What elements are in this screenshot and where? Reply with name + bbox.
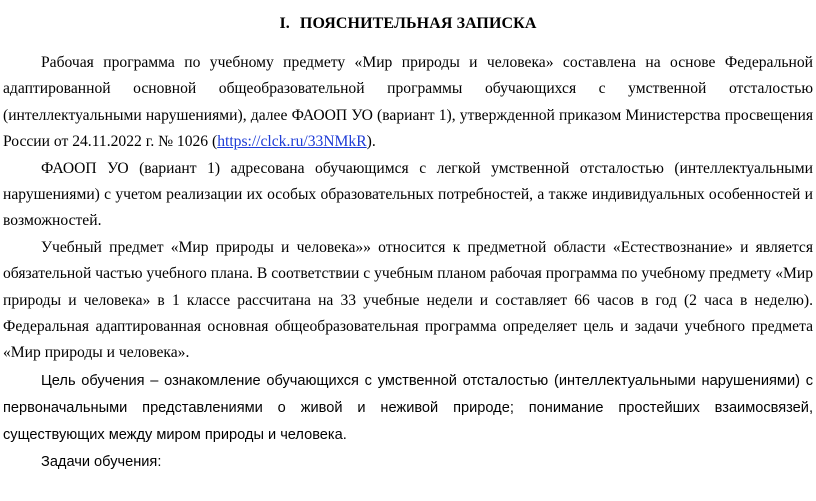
document-body: [3, 50, 813, 476]
paragraph-subject-hours: Учебный предмет «Мир природы и человека»» относится к предметной области «Естествознание» и является обязательной частью учебного плана. В соответствии с учебным планом рабочая программа по учебному предмету «Мир природы и человека» в 1 классе рассчитана на 33 учебные недели и составляет 66 часов в год (2 часа в неделю). Федеральная адаптированная основная общеобразовательная программа определяет цель и задачи учебного предмета «Мир природы и человека».: [3, 238, 813, 362]
section-number: I.: [279, 15, 290, 32]
faoop-link[interactable]: https://clck.ru/33NMkR: [217, 133, 367, 151]
paragraph-program-basis: [3, 50, 813, 156]
paragraph-program-basis-tail: ).: [366, 133, 376, 151]
paragraph-learning-goal: Цель обучения – ознакомление обучающихся с умственной отсталостью (интеллектуальными нарушениями) с первоначальными представлениями о живой и неживой природе; понимание простейших взаимосвязей, существующих между миром природы и человека.: [3, 372, 813, 443]
paragraph-faoop-audience: ФАООП УО (вариант 1) адресована обучающимся с легкой умственной отсталостью (интеллектуальными нарушениями) с учетом реализации их особых образовательных потребностей, а также индивидуальных особенностей и возможностей.: [3, 159, 813, 230]
paragraph-program-basis-text: Рабочая программа по учебному предмету «Мир природы и человека» составлена на основе Федеральной адаптированной основной общеобразовательной программы обучающихся с умственной отсталостью (интеллектуальными нарушениями), далее ФАООП УО (вариант 1), утвержденной приказом Министерства просвещения России от 24.11.2022 г. № 1026 (: [3, 54, 813, 151]
section-heading: [0, 13, 816, 35]
paragraph-learning-tasks: Задачи обучения:: [41, 453, 162, 470]
section-title: ПОЯСНИТЕЛЬНАЯ ЗАПИСКА: [299, 15, 537, 32]
